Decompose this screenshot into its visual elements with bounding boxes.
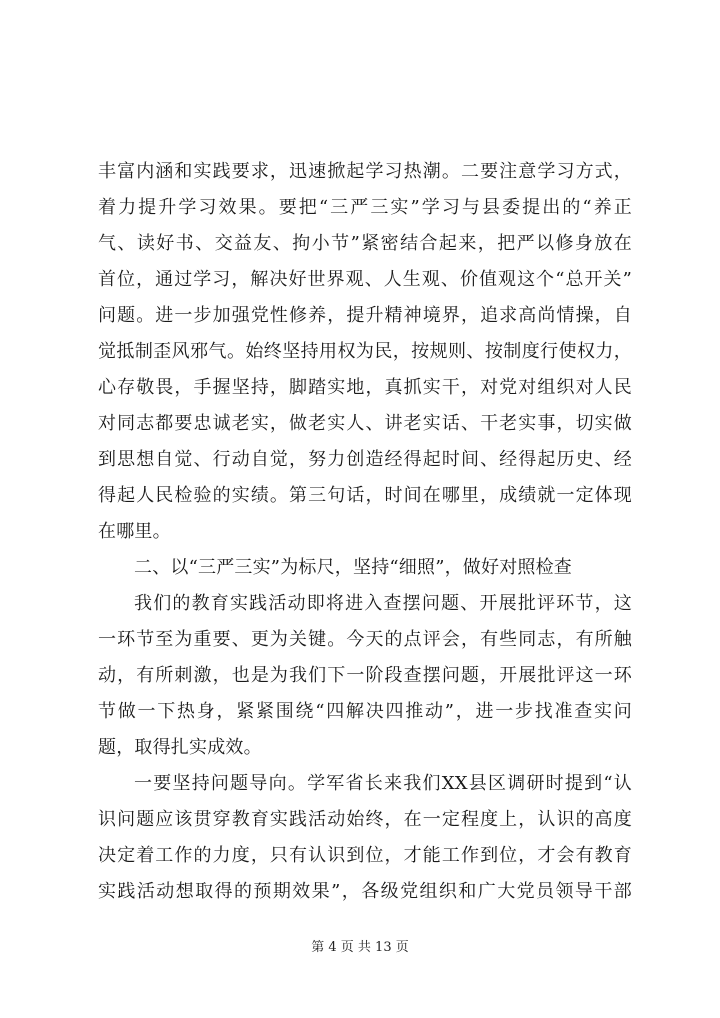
text-line: 识问题应该贯穿教育实践活动始终，在一定程度上，认识的高度: [98, 809, 632, 830]
text-line: 决定着工作的力度，只有认识到位，才能工作到位，才会有教育: [98, 845, 632, 866]
section-heading: 二、以“三严三实”为标尺，坚持“细照”，做好对照检查: [134, 557, 573, 578]
text-line: 对同志都要忠诚老实，做老实人、讲老实话、干老实事，切实做: [98, 413, 632, 434]
text-line: 节做一下热身，紧紧围绕“四解决四推动”，进一步找准查实问: [98, 701, 632, 722]
text-line: 一环节至为重要、更为关键。今天的点评会，有些同志，有所触: [98, 629, 632, 650]
paragraph-first-line: 我们的教育实践活动即将进入查摆问题、开展批评环节，这: [134, 593, 632, 614]
text-line: 首位，通过学习，解决好世界观、人生观、价值观这个“总开关”: [98, 269, 632, 290]
text-line: 题，取得扎实成效。: [98, 737, 262, 758]
paragraph-first-line: 一要坚持问题导向。学军省长来我们XX县区调研时提到“认: [134, 773, 632, 794]
text-line: 心存敬畏，手握坚持，脚踏实地，真抓实干，对党对组织对人民: [98, 377, 632, 398]
text-line: 觉抵制歪风邪气。始终坚持用权为民，按规则、按制度行使权力，: [98, 341, 632, 362]
text-line: 到思想自觉、行动自觉，努力创造经得起时间、经得起历史、经: [98, 449, 632, 470]
text-line: 实践活动想取得的预期效果”，各级党组织和广大党员领导干部: [98, 881, 632, 902]
text-line: 丰富内涵和实践要求，迅速掀起学习热潮。二要注意学习方式，: [98, 161, 632, 182]
text-line: 气、读好书、交益友、拘小节”紧密结合起来，把严以修身放在: [98, 233, 632, 254]
text-line: 问题。进一步加强党性修养，提升精神境界，追求高尚情操，自: [98, 305, 632, 326]
text-line: 动，有所刺激，也是为我们下一阶段查摆问题，开展批评这一环: [98, 665, 632, 686]
text-line: 得起人民检验的实绩。第三句话，时间在哪里，成绩就一定体现: [98, 485, 632, 506]
text-line: 着力提升学习效果。要把“三严三实”学习与县委提出的“养正: [98, 197, 632, 218]
text-line: 在哪里。: [98, 521, 171, 542]
page-number-footer: 第 4 页 共 13 页: [311, 940, 409, 955]
